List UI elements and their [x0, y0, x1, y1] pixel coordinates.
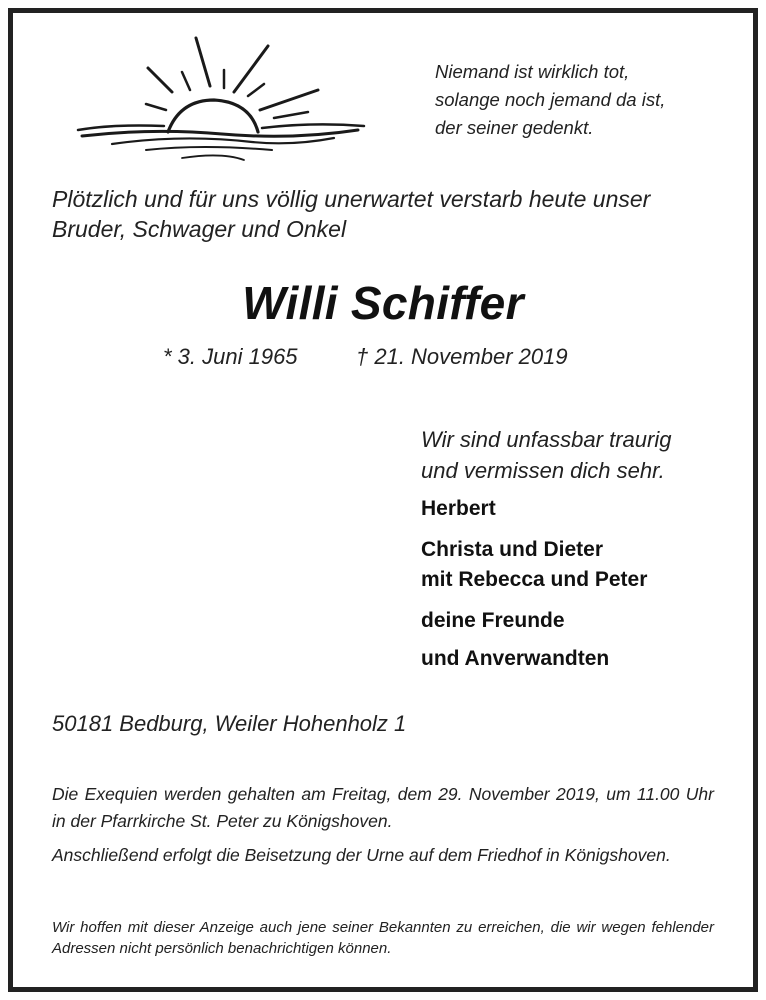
mourning-message [421, 424, 671, 486]
intro-line: Bruder, Schwager und Onkel [52, 216, 347, 242]
mourning-line: und vermissen dich sehr. [421, 458, 665, 483]
family-address: 50181 Bedburg, Weiler Hohenholz 1 [52, 711, 407, 736]
deceased-name: Willi Schiffer [242, 277, 524, 329]
quote-line: solange noch jemand da ist, [435, 89, 666, 110]
signatory-christa-dieter: Christa und Dieter [421, 538, 604, 561]
signatory-relatives: und Anverwandten [421, 647, 610, 670]
sunset-illustration-icon [72, 30, 368, 168]
mourning-line: Wir sind unfassbar traurig [421, 427, 672, 452]
exequies-info: Die Exequien werden gehalten am Freitag, dem 29. November 2019, um 11.00 Uhr in der Pfarrkirche St. Peter zu Königshoven. [52, 784, 714, 831]
quote-line: Niemand ist wirklich tot, [435, 61, 630, 82]
burial-info: Anschließend erfolgt die Beisetzung der Urne auf dem Friedhof in Königshoven. [52, 845, 671, 865]
notification-note: Wir hoffen mit dieser Anzeige auch jene seiner Bekannten zu erreichen, die wir wegen fehlender Adressen nicht persönlich benachrichtigen können. [52, 919, 714, 957]
signatory-rebecca-peter: mit Rebecca und Peter [421, 568, 648, 591]
intro-line: Plötzlich und für uns völlig unerwartet verstarb heute unser [52, 186, 651, 212]
signatory-friends: deine Freunde [421, 609, 565, 632]
quote-line: der seiner gedenkt. [435, 117, 594, 138]
memorial-quote [435, 58, 665, 142]
signatory-herbert: Herbert [421, 497, 496, 520]
announcement-intro [52, 184, 722, 244]
birth-date: * 3. Juni 1965 [163, 344, 298, 369]
death-date: † 21. November 2019 [356, 344, 568, 369]
